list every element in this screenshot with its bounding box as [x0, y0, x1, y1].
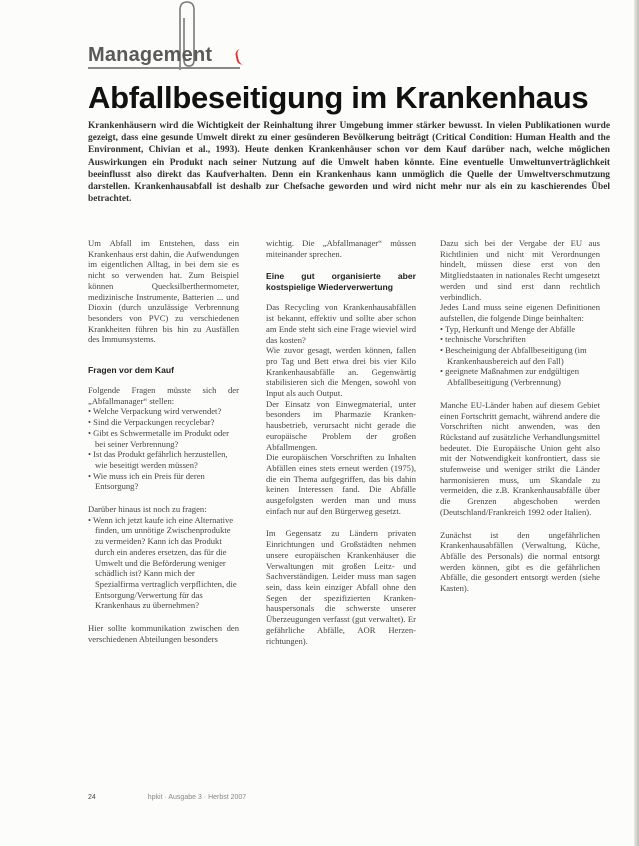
- section-rule: [88, 67, 240, 69]
- paragraph: Folgende Fragen müsste sich der „Abfallmanager“ stellen:: [88, 385, 239, 406]
- column-2: [266, 238, 416, 646]
- list-item: • Bescheinigung der Abfallbeseitigung (im Krankenhausbereich auf den Fall): [440, 345, 600, 366]
- paragraph: Zunächst ist den ungefährlichen Krankenhausabfällen (Verwaltung, Küche, Abfälle des Personals) die normal entsorgt werden können, gibt es die gefährlichen Abfälle, die gesondert entsorgt werden (siehe Kasten).: [440, 529, 600, 594]
- paragraph: Jedes Land muss seine eigenen Definitionen aufstellen, die folgende Dinge beinhalten:: [440, 302, 600, 323]
- section-label: Management: [88, 44, 213, 66]
- list-item: • Typ, Herkunft und Menge der Abfälle: [440, 324, 600, 335]
- paragraph: Das Recycling von Krankenhausabfällen ist bekannt, effektiv und sollte aber schon am Ende steht sich eine Frage wieviel wird das kosten?: [266, 302, 416, 345]
- column-3: [440, 238, 600, 594]
- page-number: 24: [88, 794, 96, 801]
- list-item: • geeignete Maßnahmen zur endgültigen Abfallbeseitigung (Verbrennung): [440, 366, 600, 387]
- page-footer: [88, 794, 268, 801]
- list-item: • Wie muss ich ein Preis für deren Entsorgung?: [88, 471, 239, 492]
- list-item: • Gibt es Schwermetalle im Produkt oder bei seiner Verbrennung?: [88, 428, 239, 449]
- paragraph: Hier sollte kommunikation zwischen den verschiedenen Abteilungen besonders: [88, 623, 239, 644]
- subheading: Fragen vor dem Kauf: [88, 365, 174, 376]
- page-edge-shadow: [634, 0, 639, 846]
- publication-info: hpkit · Ausgabe 3 · Herbst 2007: [147, 794, 247, 801]
- section-accent-mark: [234, 48, 245, 65]
- list-item: • Wenn ich jetzt kaufe ich eine Alternative finden, um unnötige Zwischenprodukte zu vermeiden? Kann ich das Produkt durch ein anderes ersetzen, das für die Umwelt und die Beförderung weniger schädlich ist? Kann mich der Spezialfirma vertraglich verpflichten, die Entsorgung/Verwertung für das Krankenhaus zu übernehmen?: [88, 515, 239, 611]
- paragraph: Darüber hinaus ist noch zu fragen:: [88, 504, 207, 515]
- paragraph: Um Abfall im Entstehen, dass ein Krankenhaus erst dahin, die Aufwendungen im eigentlichen Alltag, in bei dem sie es nicht so verwenden hat. Zum Beispiel können Quecksilberthermometer, medizinische Instrumente, Batterien ... und Dioxin (durch unzulässige Verbrennung besonders von PVC) zu verschiedenen Krankheiten führen bis hin zu Ausfällen des Immunsystems.: [88, 238, 239, 345]
- paragraph: Die europäischen Vorschriften zu Inhalten Abfällen eines stets erneut werden (1975), die ein Thema aufgegriffen, das bis dahin keinen Interessen fand. Die Abfälle ausgefolgsten werden man und muss einfach nur auf den Bürgerweg gesetzt.: [266, 452, 416, 516]
- subheading: Eine gut organisierte aber kostspielige Wiederverwertung: [266, 271, 416, 293]
- paragraph: wichtig. Die „Abfallmanager“ müssen miteinander sprechen.: [266, 238, 416, 259]
- list-item: • Sind die Verpackungen recyclebar?: [88, 417, 239, 428]
- paragraph: Manche EU-Länder haben auf diesem Gebiet einen Fortschritt gemacht, während andere die Vorschriften nicht anwenden, was den Rückstand auf zusätzliche Verhandlungsmittel bedeutet. Die Europäische Union geht also mit der Notwendigkeit konfrontiert, dass sie stufenweise und weniger strikt die Länder harmonisieren muss, um Skandale zu vermeiden, die z.B. Krankenhausabfälle über die Grenzen abgeschoben werden (Deutschland/Frankreich 1992 oder Italien).: [440, 399, 600, 517]
- article-lead: Krankenhäusern wird die Wichtigkeit der Reinhaltung ihrer Umgebung immer stärker bewusst. In vielen Publikationen wurde gezeigt, dass eine gesunde Umwelt direkt zu einer gesünderen Bevölkerung beiträgt (Critical Condition: Human Health and the Environment, Chivian et al., 1993). Heute denken Krankenhäuser schon vor dem Kauf darüber nach, welche möglichen Auswirkungen ein Produkt nach seiner Nutzung auf die Umwelt haben könnte. Eine eventuelle Umweltunverträglichkeit beeinflusst also direkt das Kaufverhalten. Denn ein Krankenhaus kann unmöglich die Quelle der Umweltverschmutzung darstellen. Krankenhausabfall ist deshalb zur Chefsache geworden und wird nicht mehr nur als ein zu kaschierendes Übel betrachtet.: [88, 121, 610, 205]
- paragraph: Im Gegensatz zu Ländern privaten Einrichtungen und Großstädten nehmen unsere europäischen Krankenhäuser die Verwaltungen mit großen Leitz- und Sachverständigen. Leider muss man sagen sein, dass kein einziger Abfall ohne den Segen der spezifizierten Kranken-hauspersonals die schwerste unserer Überzeugungen verfasst (gut verwaltet). Er gefährliche Abfälle, AOR Herzen-richtungen).: [266, 528, 416, 646]
- list-item: • Ist das Produkt gefährlich herzustellen, wie beseitigt werden müssen?: [88, 449, 239, 470]
- bullet-list: [88, 406, 239, 492]
- paragraph: Der Einsatz von Einwegmaterial, unter besonders im Pharmazie Kranken-hausbetrieb, verursacht nicht gerade die europäische Problem der großen Abfallmengen.: [266, 398, 416, 452]
- bullet-list: [88, 515, 239, 611]
- article-title: Abfallbeseitigung im Krankenhaus: [88, 80, 589, 115]
- list-item: • technische Vorschriften: [440, 334, 600, 345]
- paragraph: Wie zuvor gesagt, werden können, fallen pro Tag und Bett etwa drei bis vier Kilo Krankenhausabfälle an. Gegenwärtig stabilisieren sich die Mengen, sowohl von Input als auch Output.: [266, 345, 416, 399]
- column-1: [88, 238, 239, 645]
- paragraph: Dazu sich bei der Vergabe der EU aus Richtlinien und nicht mit Verordnungen hindelt, müssen diese erst von den Mitgliedstaaten in nationales Recht umgesetzt werden und sind erst dann rechtlich verbindlich.: [440, 238, 600, 302]
- bullet-list: [440, 324, 600, 388]
- list-item: • Welche Verpackung wird verwendet?: [88, 406, 239, 417]
